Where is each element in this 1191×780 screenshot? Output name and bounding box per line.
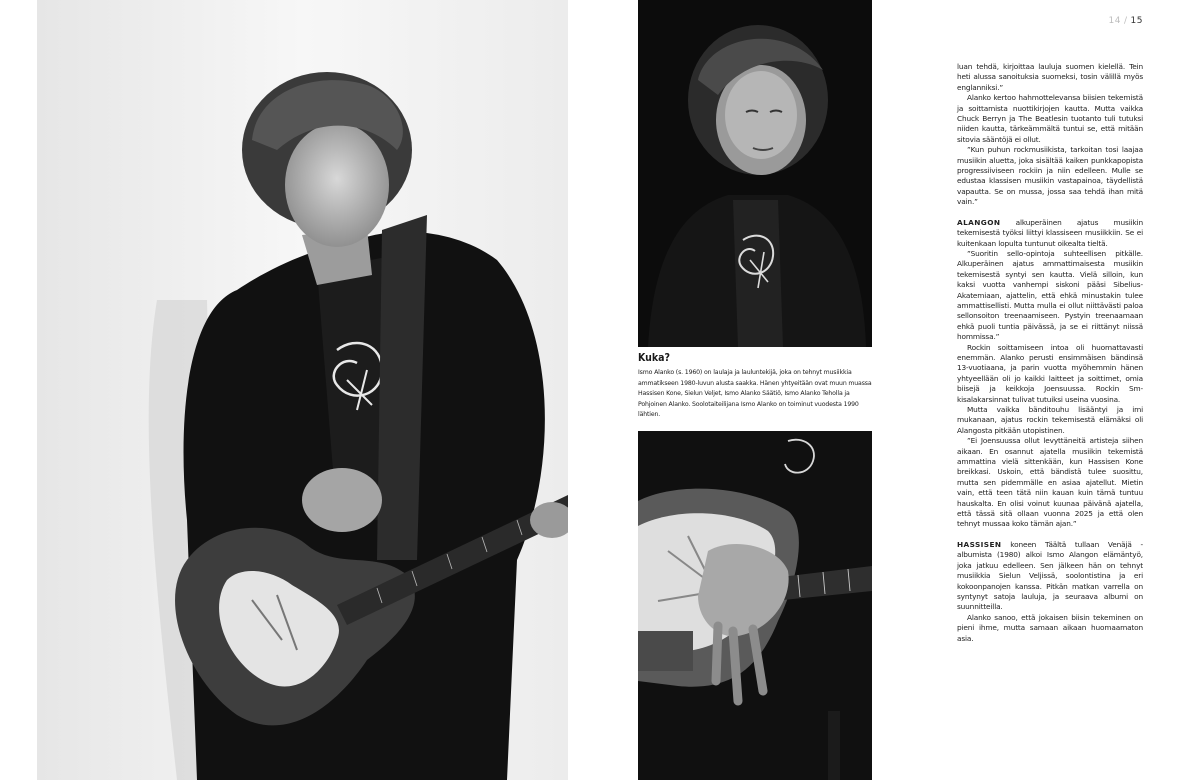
article-paragraph: luan tehdä, kirjoittaa lauluja suomen kielellä. Tein heti alussa sanoituksia suomeksi, tosin välillä myös englanniksi.” bbox=[957, 62, 1143, 92]
article-paragraph: ”Suoritin sello-opintoja suhteellisen pitkälle. Alkuperäinen ajatus ammattimaisesta musiikin tekemisestä syntyi sen kautta. Vielä silloin, kun kaksi vuotta vanhempi siskoni pääsi Sibelius-Akatemiaan, ajattelin, että ehkä minustakin tulee ammattisellisti. Mutta mulla ei ollut niittävästi paloa sellonsoiton treenaamiseen. Pystyin treenaamaan ehkä puoli tuntia päivässä, ja se ei riittänyt niissä hommissa.” bbox=[957, 248, 1143, 342]
current-page-number: 15 bbox=[1130, 16, 1143, 26]
page-number bbox=[1109, 16, 1143, 26]
article-paragraph: ”Kun puhun rockmusiikista, tarkoitan tosi laajaa musiikin aluetta, joka sisältää kaiken punkkapopista progressiiviseen rockiin ja niin edelleen. Mulle se edustaa klassisen musiikin vastapainoa, täydellistä vapautta. Se on mussa, jossa saa tehdä ihan mitä vain.” bbox=[957, 145, 1143, 207]
article-paragraph bbox=[957, 540, 1143, 613]
article-paragraph: ”Ei Joensuussa ollut levyttäneitä artisteja siihen aikaan. En osannut ajatella musiikin tekemistä ammattina vielä sittenkään, kun Hassisen Kone breikkasi. Uskoin, että bändistä tulee suosittu, mutta sen pidemmälle en asiaa ajatellut. Mietin vain, että teen tätä niin kauan kuin tämä tuntuu hauskalta. En olisi voinut kuunaa päivänä ajatella, että tässä sitä ollaan vuonna 2025 ja että olen tehnyt mussaa koko tämän ajan.” bbox=[957, 436, 1143, 529]
guitar-closeup-photo bbox=[638, 431, 872, 780]
photo-caption bbox=[638, 352, 874, 421]
section-lead-word: HASSISEN bbox=[957, 539, 1002, 549]
page-number-separator: / bbox=[1124, 16, 1128, 26]
paragraph-text: koneen Täältä tullaan Venäjä -albumista (1980) alkoi Ismo Alangon elämäntyö, joka jatkuu edelleen. Sen jälkeen hän on tehnyt musiikkia Sielun Veljissä, soolontistina ja eri kokoonpanojen kanssa. Pitkän matkan varrella on syntynyt satoja lauluja, ja seuraava albumi on suunnitteilla. bbox=[957, 539, 1143, 612]
article-column bbox=[957, 62, 1143, 644]
article-paragraph bbox=[957, 218, 1143, 249]
article-paragraph: Alanko kertoo hahmottelevansa biisien tekemistä ja soittamista nuottikirjojen kautta. Mutta vaikka Chuck Berryn ja The Beatlesin tuotanto tuli tutuksi niiden kautta, tärkeämmältä tuntui se, että mitään sitovia sääntöjä ei ollut. bbox=[957, 93, 1143, 144]
article-paragraph: Rockin soittamiseen intoa oli huomattavasti enemmän. Alanko perusti ensimmäisen bändinsä 13-vuotiaana, ja parin vuotta myöhemmin hänen yhtyeellään oli jo kaikki laitteet ja soittimet, omia biisejä ja keikkoja Joensuussa. Rockin Sm-kisalakarsinnat tulivat tutuiksi useina vuosina. bbox=[957, 342, 1143, 404]
paragraph-text: alkuperäinen ajatus musiikin tekemisestä työksi liittyi klassiseen musiikkiin. Se ei kuitenkaan lopulta tuntunut oikealta tieltä. bbox=[957, 217, 1143, 248]
article-paragraph: Mutta vaikka bänditouhu lisääntyi ja imi mukanaan, ajatus rockin tekemisestä elämäksi oli Alangosta pitkään utopistinen. bbox=[957, 405, 1143, 435]
caption-text: Ismo Alanko (s. 1960) on laulaja ja lauluntekijä, joka on tehnyt musiikkia ammatikseen 1980-luvun alusta saakka. Hänen yhtyeitään ovat muun muassa Hassisen Kone, Sielun Veljet, Ismo Alanko Säätiö, Ismo Alanko Teholla ja Pohjoinen Alanko. Soolotaiteilijana Ismo Alanko on toiminut vuodesta 1990 lähtien. bbox=[638, 369, 872, 418]
closeup-portrait-photo bbox=[638, 0, 872, 347]
previous-page-number: 14 bbox=[1108, 16, 1121, 26]
section-lead-word: ALANGON bbox=[957, 217, 1001, 227]
caption-title: Kuka? bbox=[638, 352, 670, 364]
guitarist-portrait-photo bbox=[37, 0, 568, 780]
article-paragraph: Alanko sanoo, että jokaisen biisin tekeminen on pieni ihme, mutta samaan aikaan huomaamaton asia. bbox=[957, 612, 1143, 643]
